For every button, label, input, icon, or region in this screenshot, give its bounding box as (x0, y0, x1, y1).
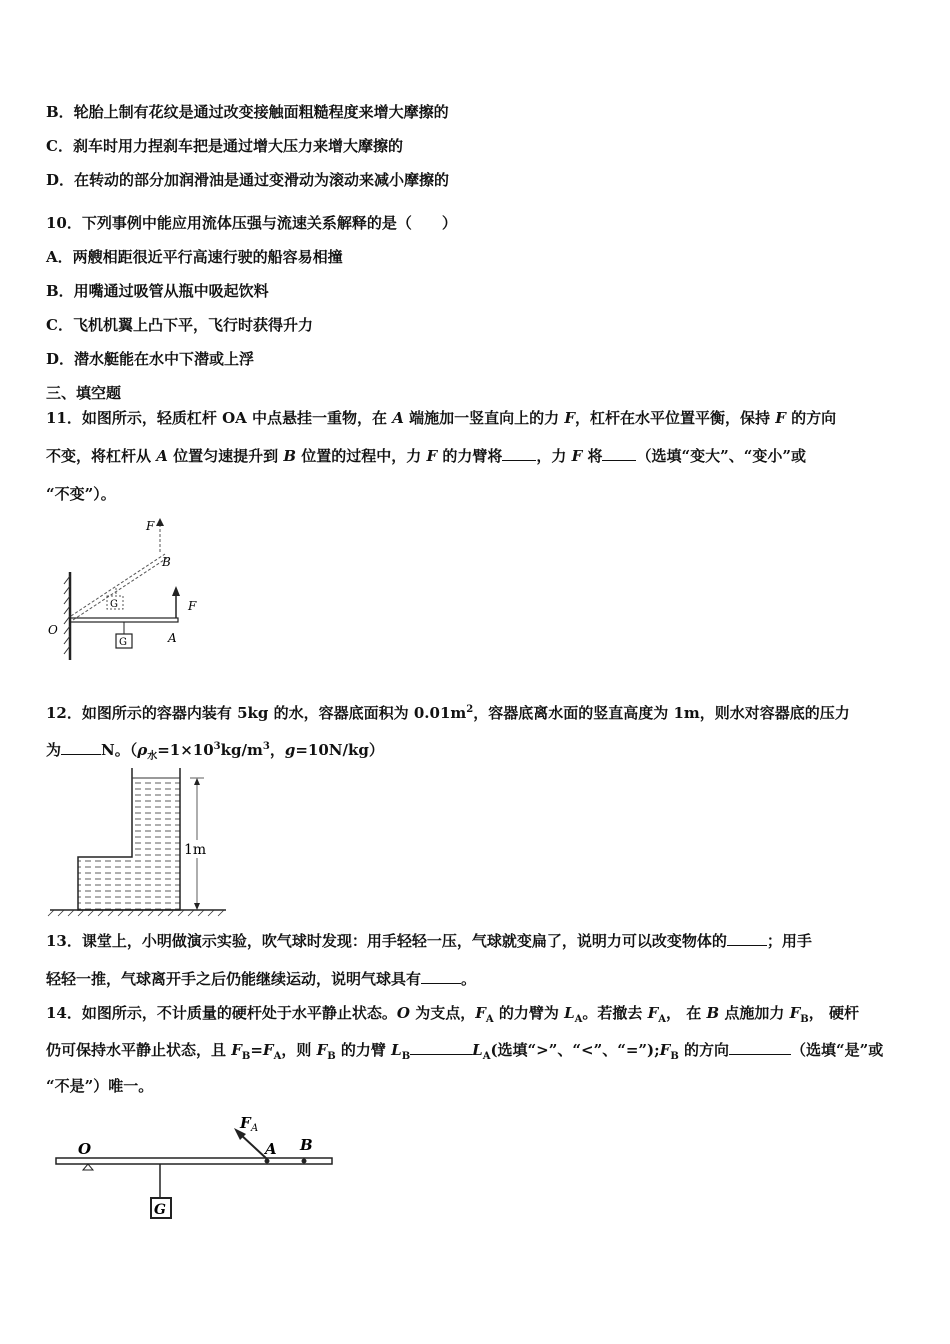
q9-option-d: D．在转动的部分加润滑油是通过变滑动为滚动来减小摩擦的 (46, 171, 450, 189)
q11-line-3: “不变”）。 (46, 485, 116, 503)
q10-option-b: B．用嘴通过吸管从瓶中吸起饮料 (46, 282, 269, 300)
label-fa: F (240, 1114, 251, 1132)
label-f-right: F (188, 599, 197, 613)
q14-line-2: 仍可保持水平静止状态，且 $F_B=F_A$，则 $F_B$ 的力臂 $L_B$ $L_A$(选填“>”、“<”、“$=”);F_B$ 的方向 （选填“是”或 (46, 1041, 884, 1062)
label-g: G (154, 1202, 166, 1218)
section-title: 三、填空题 (46, 384, 122, 402)
f-arrowhead-top (156, 518, 164, 526)
ground-hatching (48, 910, 224, 916)
q13-blank-2[interactable] (421, 969, 461, 984)
point-b (302, 1159, 307, 1164)
label-g-bottom: G (119, 637, 127, 648)
q14-line-1: 14．如图所示，不计质量的硬杆处于水平静止状态。O 为支点，$F_A$ 的力臂为 $L_A$。若撤去 $F_A$， 在 B 点施加力 $F_B$， 硬杆 (46, 1004, 859, 1025)
q9-option-c: C．刹车时用力捏刹车把是通过增大压力来增大摩擦的 (46, 137, 403, 155)
q11-blank-2[interactable] (602, 446, 636, 461)
q12-blank[interactable] (61, 740, 101, 755)
q11-line-1: 11．如图所示，轻质杠杆 OA 中点悬挂一重物，在 A 端施加一竖直向上的力 F，杠杆在水平位置平衡，保持 F 的方向 (46, 409, 837, 427)
label-f-top: F (146, 519, 155, 533)
lever-inclined (71, 554, 167, 620)
q9-option-b: B．轮胎上制有花纹是通过改变接触面粗糙程度来增大摩擦的 (46, 103, 449, 121)
label-o: O (78, 1140, 92, 1158)
q10-option-a: A．两艘相距很近平行高速行驶的船容易相撞 (46, 248, 343, 266)
q13-line-1: 13．课堂上，小明做演示实验，吹气球时发现：用手轻轻一压，气球就变扁了，说明力可以改变物体的 ；用手 (46, 932, 812, 950)
fa-arrow (240, 1134, 267, 1159)
fulcrum (83, 1164, 93, 1170)
q11-lever-figure (40, 510, 210, 665)
label-fa-sub: A (251, 1123, 259, 1134)
q12-container-figure (44, 762, 234, 920)
q12-line-1: 12．如图所示的容器内装有 5kg 的水，容器底面积为 $0.01m^2$，容器底离水面的竖直高度为 1m，则水对容器底的压力 (46, 704, 850, 722)
q10-stem: 10．下列事例中能应用流体压强与流速关系解释的是（ ） (46, 214, 457, 232)
q10-option-c: C．飞机机翼上凸下平，飞行时获得升力 (46, 316, 313, 334)
label-o: O (48, 623, 58, 637)
q11-blank-1[interactable] (502, 446, 536, 461)
q12-line-2: 为 N。（$\rho_水=1\times 10^3kg/m^3$，g=10N/kg） (46, 741, 384, 762)
label-b: B (162, 555, 171, 569)
f-arrowhead-right (172, 586, 180, 596)
point-a (265, 1159, 270, 1164)
q14-line-3: “不是”）唯一。 (46, 1077, 154, 1095)
q13-blank-1[interactable] (727, 931, 767, 946)
label-1m: 1m (184, 842, 207, 858)
water (78, 778, 180, 910)
label-a: A (265, 1140, 277, 1158)
q14-blank-2[interactable] (729, 1040, 791, 1055)
lever-horizontal (70, 618, 178, 622)
q11-line-2: 不变，将杠杆从 A 位置匀速提升到 B 位置的过程中，力 F 的力臂将 ，力 F 将 （选填“变大”、“变小”或 (46, 447, 806, 465)
q10-option-d: D．潜水艇能在水中下潜或上浮 (46, 350, 255, 368)
rod (56, 1158, 332, 1164)
label-a: A (168, 631, 177, 645)
q13-line-2: 轻轻一推，气球离开手之后仍能继续运动，说明气球具有 。 (46, 970, 477, 988)
label-b: B (300, 1136, 313, 1154)
q14-rod-figure (50, 1112, 340, 1227)
label-g-top: G (110, 599, 118, 610)
q14-blank-1[interactable] (410, 1040, 472, 1055)
